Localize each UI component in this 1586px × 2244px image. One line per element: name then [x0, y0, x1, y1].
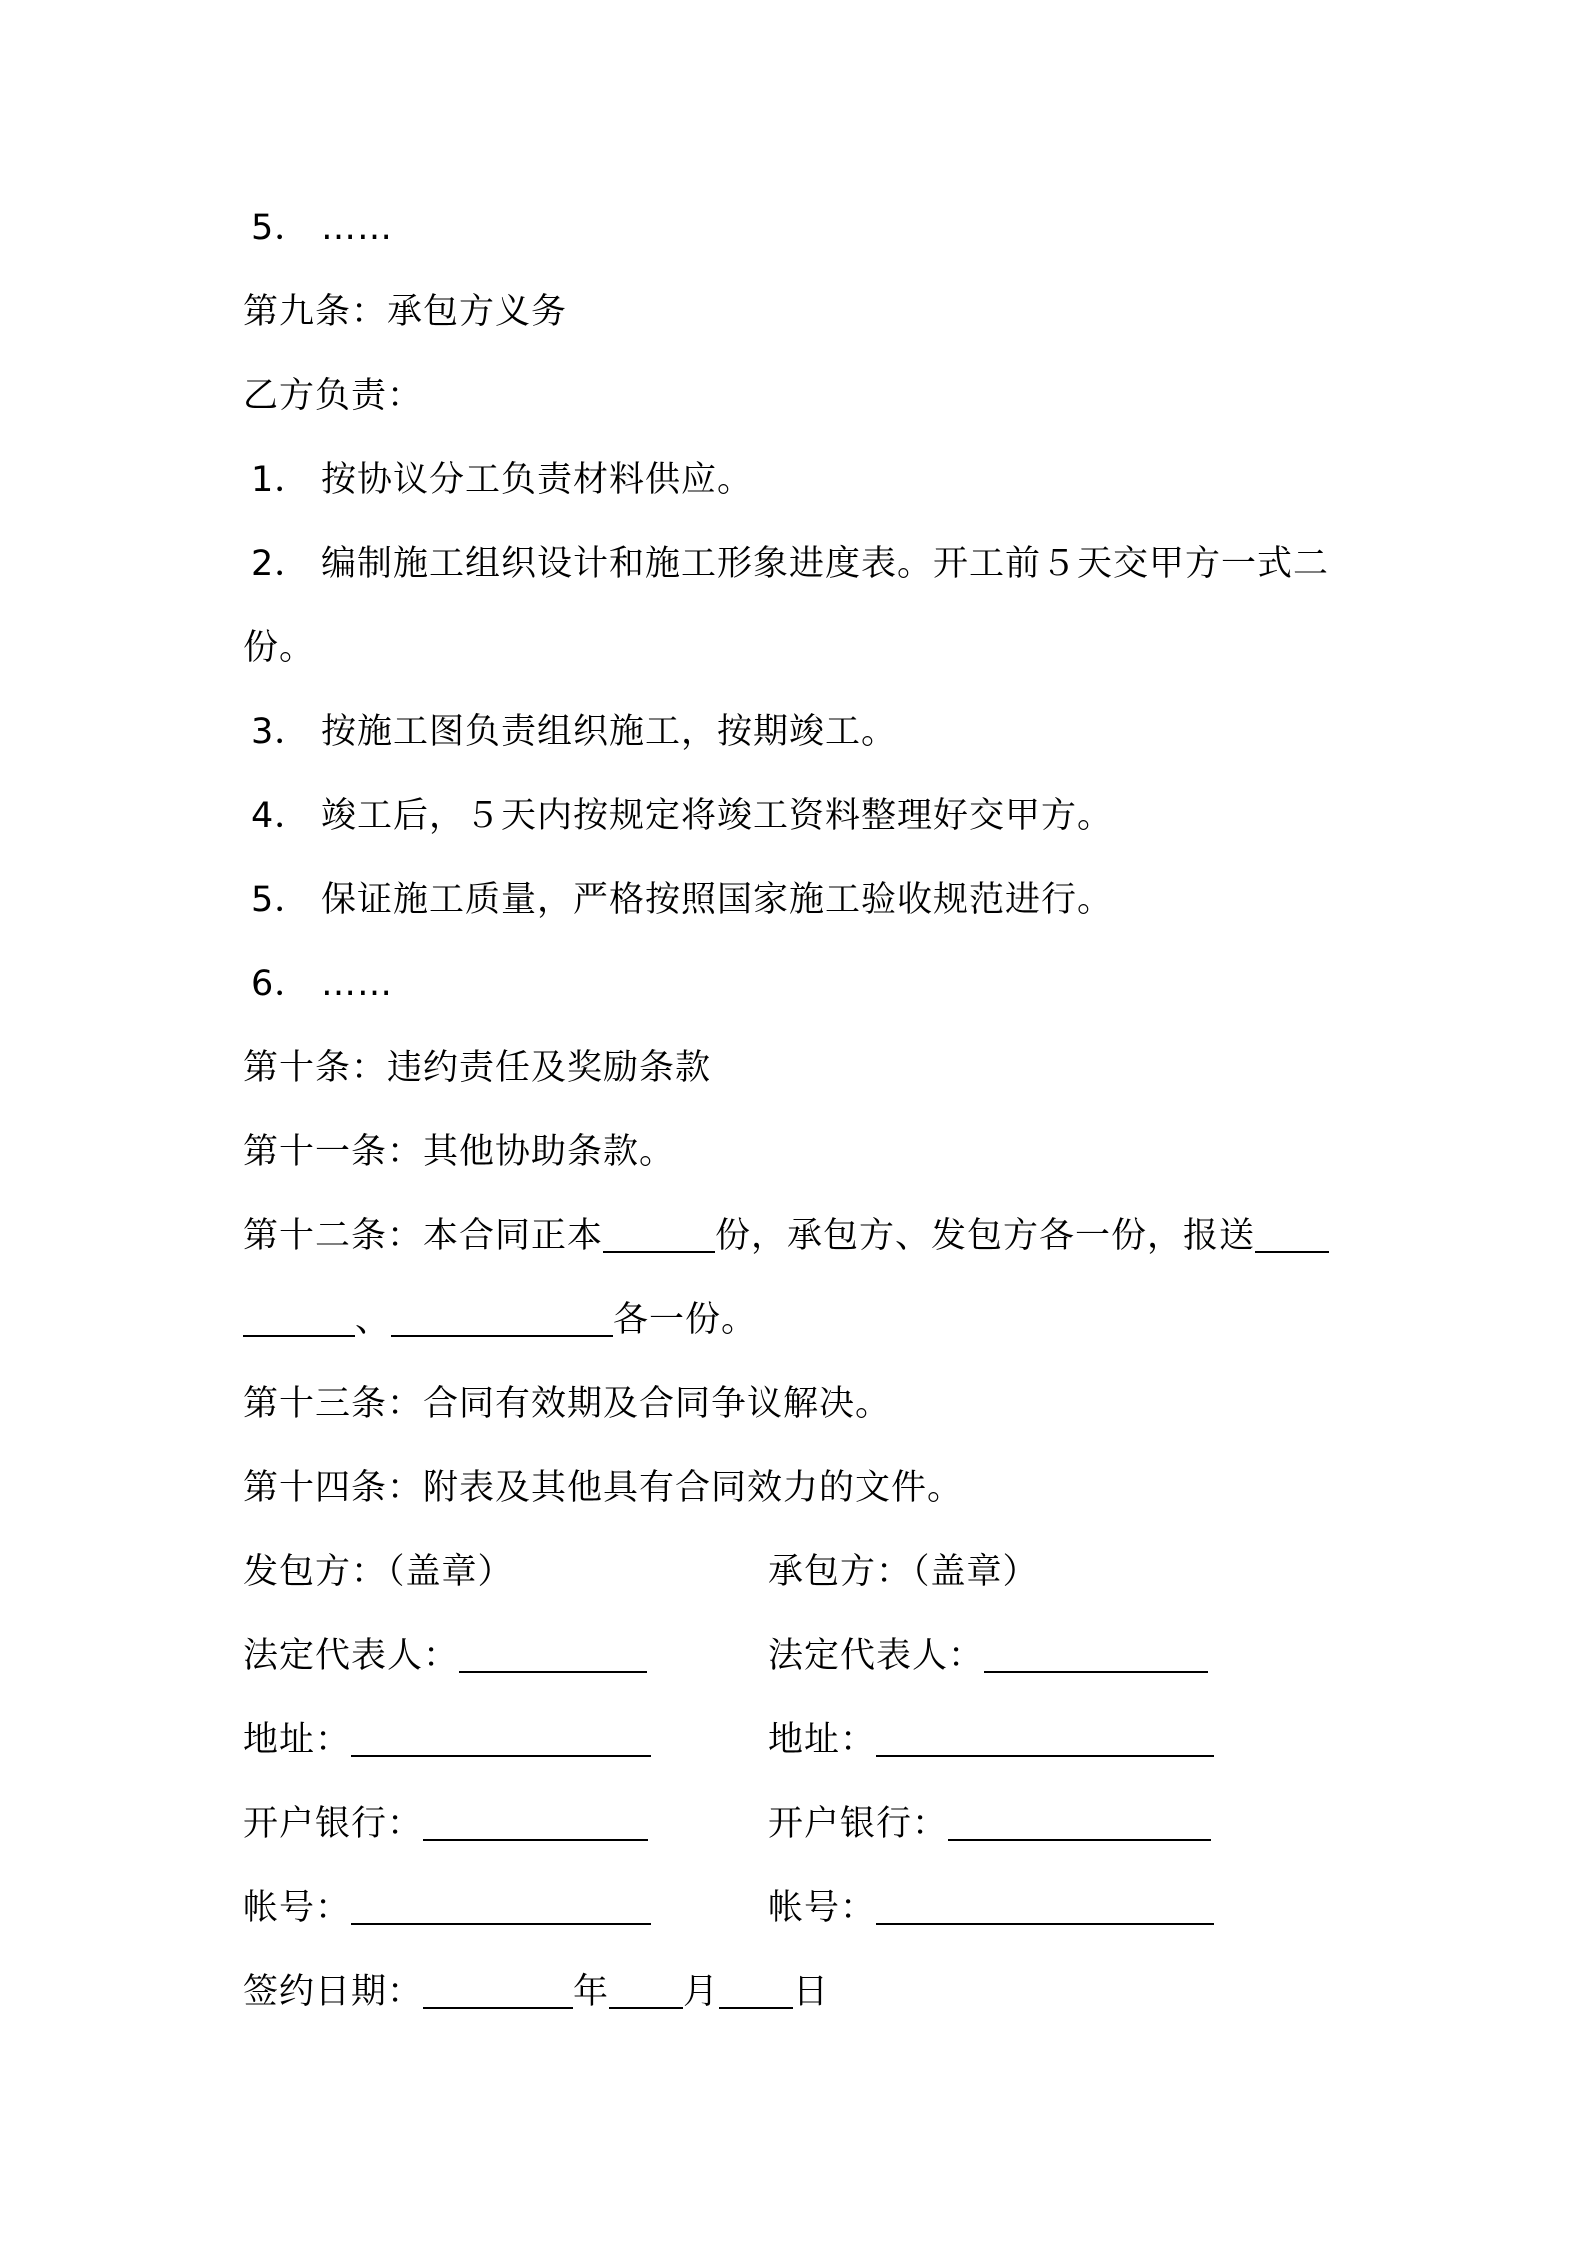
list-item: 6． …… [251, 964, 393, 1004]
article-9-title: 第九条：承包方义务 [243, 292, 568, 332]
list-item: 5． 保证施工质量，严格按照国家施工验收规范进行。 [251, 880, 1114, 920]
copies-blank[interactable] [603, 1215, 715, 1253]
contractor-address-field[interactable] [876, 1719, 1214, 1757]
month-field[interactable] [609, 1971, 683, 2009]
contractor-bank-field[interactable] [948, 1803, 1211, 1841]
year-field[interactable] [423, 1971, 573, 2009]
list-item: 2． 编制施工组织设计和施工形象进度表。开工前５天交甲方一式二 [251, 544, 1330, 584]
list-item: 1． 按协议分工负责材料供应。 [251, 460, 754, 500]
article-14: 第十四条：附表及其他具有合同效力的文件。 [243, 1468, 964, 1508]
contractor-account-field[interactable] [876, 1887, 1214, 1925]
article-13: 第十三条：合同有效期及合同争议解决。 [243, 1384, 892, 1424]
list-item: 4． 竣工后，５天内按规定将竣工资料整理好交甲方。 [251, 796, 1114, 836]
report-to-blank[interactable] [1255, 1215, 1329, 1253]
article-11: 第十一条：其他协助条款。 [243, 1132, 676, 1172]
contractor-seal-label: 承包方：（盖章） [768, 1552, 1039, 1592]
employer-representative-field[interactable] [459, 1635, 647, 1673]
signing-date: 签约日期： 年 月 日 [243, 1972, 830, 2012]
list-item: 3． 按施工图负责组织施工，按期竣工。 [251, 712, 898, 752]
report-to-blank-2[interactable] [391, 1299, 613, 1337]
employer-seal-label: 发包方：（盖章） [243, 1552, 514, 1592]
contractor-account: 帐号： [768, 1884, 1214, 1932]
employer-address-field[interactable] [351, 1719, 651, 1757]
article-12: 第十二条：本合同正本 份，承包方、发包方各一份，报送 [243, 1212, 1329, 1260]
article-10: 第十条：违约责任及奖励条款 [243, 1048, 712, 1088]
employer-representative: 法定代表人： [243, 1632, 647, 1680]
article-12-continuation: 、 各一份。 [243, 1296, 757, 1344]
employer-bank: 开户银行： [243, 1800, 648, 1848]
contractor-address: 地址： [768, 1716, 1214, 1764]
employer-address: 地址： [243, 1716, 651, 1764]
contractor-bank: 开户银行： [768, 1800, 1211, 1848]
list-item-continuation: 份。 [243, 628, 316, 668]
employer-account: 帐号： [243, 1884, 651, 1932]
item-5-ellipsis: 5． …… [251, 208, 393, 248]
day-field[interactable] [719, 1971, 793, 2009]
contractor-representative: 法定代表人： [768, 1632, 1208, 1680]
report-to-blank-cont[interactable] [243, 1299, 355, 1337]
party-b-heading: 乙方负责： [243, 376, 424, 416]
contractor-representative-field[interactable] [984, 1635, 1208, 1673]
employer-bank-field[interactable] [423, 1803, 648, 1841]
employer-account-field[interactable] [351, 1887, 651, 1925]
